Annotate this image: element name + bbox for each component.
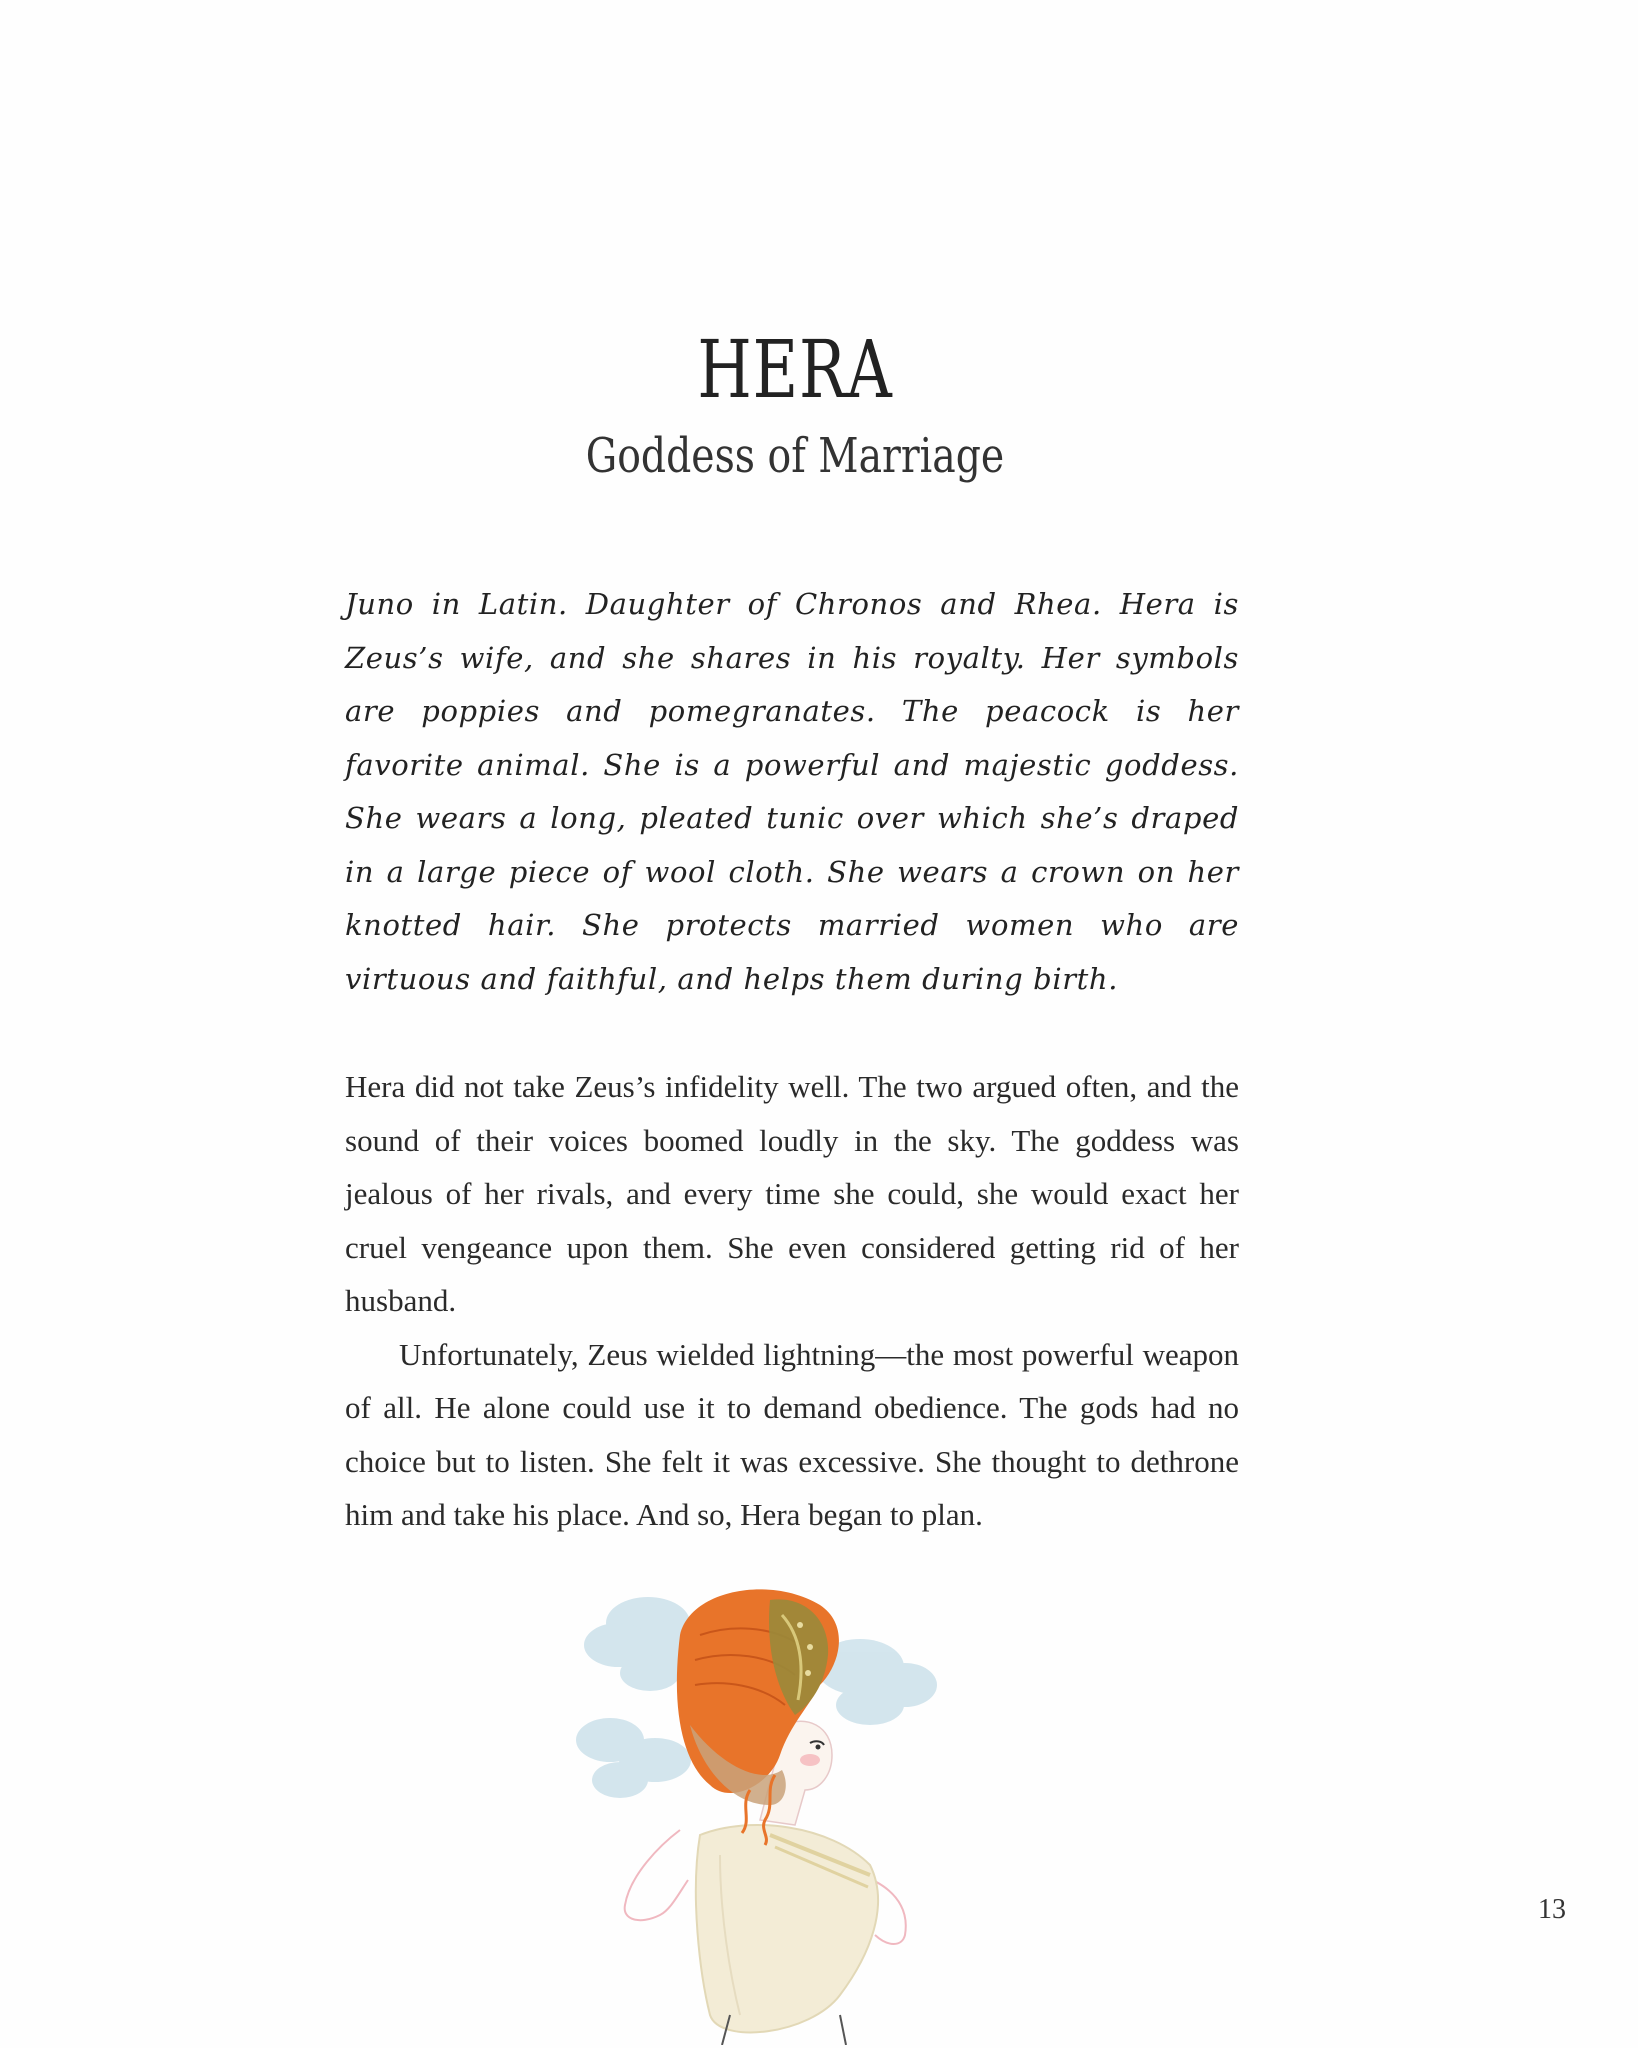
body-text <box>345 1060 1239 1542</box>
page-title: HERA <box>697 323 893 416</box>
body-paragraph-1: Hera did not take Zeus’s infidelity well. The two argued often, and the sound of their voices boomed loudly in the sky. The goddess was jealous of her rivals, and every time she could, she would exact her cruel vengeance upon them. She even considered getting rid of her husband. <box>345 1069 1239 1318</box>
body-paragraph-2: Unfortunately, Zeus wielded lightning—the most powerful weapon of all. He alone could use it to demand obedience. The gods had no choice but to listen. She felt it was excessive. She thought to dethrone him and take his place. And so, Hera began to plan. <box>345 1336 1239 1532</box>
page-subtitle: Goddess of Marriage <box>585 428 1005 484</box>
hera-illustration-icon <box>570 1575 970 2045</box>
page-number: 13 <box>1538 1894 1566 1925</box>
intro-paragraph: Juno in Latin. Daughter of Chronos and Rhea. Hera is Zeus’s wife, and she shares in his royalty. Her symbols are poppies and pomegranates. The peacock is her favorite animal. She is a powerful and majestic goddess. She wears a long, pleated tunic over which she’s draped in a large piece of wool cloth. She wears a crown on her knotted hair. She protects married women who are virtuous and faithful, and helps them during birth. <box>345 587 1239 996</box>
tunic-icon <box>625 1825 906 2045</box>
